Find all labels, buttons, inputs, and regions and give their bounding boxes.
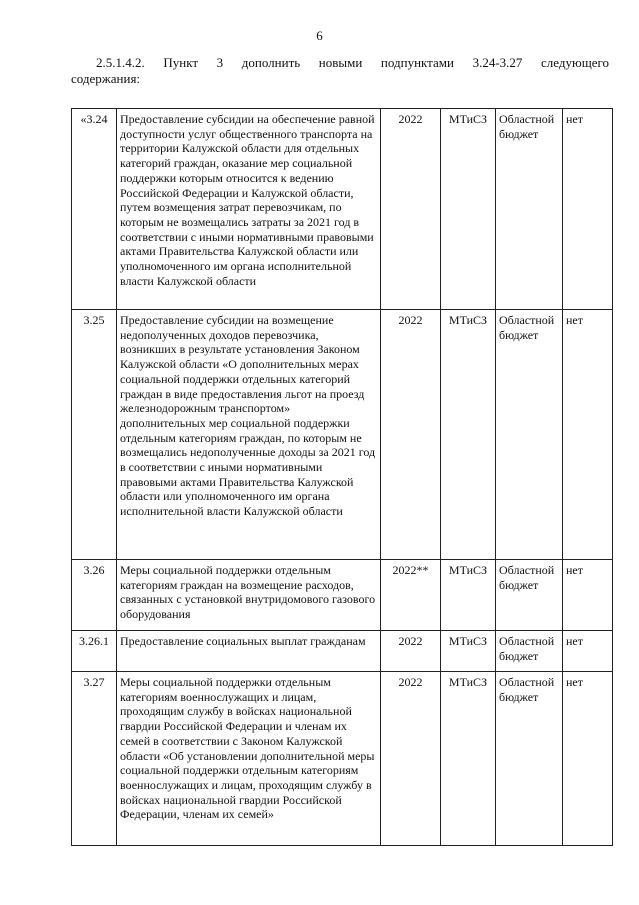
row-year: 2022 bbox=[381, 109, 441, 310]
row-year: 2022 bbox=[381, 631, 441, 672]
table-row bbox=[72, 672, 613, 846]
row-ministry: МТиСЗ bbox=[441, 310, 496, 560]
row-description: Предоставление социальных выплат гражданам bbox=[117, 631, 381, 672]
row-budget: Областной бюджет bbox=[496, 672, 563, 846]
row-description: Предоставление субсидии на обеспечение равной доступности услуг общественного транспорта на территории Калужской области для отдельных категорий граждан, оказание мер социальной поддержки которым относится к ведению Российской Федерации и Калужской области, путем возмещения затрат перевозчикам, по которым не возмещались затраты за 2021 год в соответствии с иными нормативными правовыми актами Правительства Калужской области или уполномоченного им органа исполнительной власти Калужской области bbox=[117, 109, 381, 310]
intro-line-1: 2.5.1.4.2. Пункт 3 дополнить новыми подпунктами 3.24-3.27 следующего bbox=[96, 55, 609, 70]
intro-line-2: содержания: bbox=[71, 71, 141, 86]
row-flag: нет bbox=[563, 109, 613, 310]
subparagraphs-table bbox=[71, 108, 613, 846]
table-row bbox=[72, 560, 613, 631]
row-year: 2022 bbox=[381, 672, 441, 846]
row-flag: нет bbox=[563, 310, 613, 560]
row-ministry: МТиСЗ bbox=[441, 631, 496, 672]
row-ministry: МТиСЗ bbox=[441, 672, 496, 846]
row-number: 3.26 bbox=[72, 560, 117, 631]
table-row bbox=[72, 631, 613, 672]
row-ministry: МТиСЗ bbox=[441, 560, 496, 631]
row-description: Предоставление субсидии на возмещение недополученных доходов перевозчика, возникших в результате установления Законом Калужской области «О дополнительных мерах социальной поддержки отдельных категорий граждан в виде предоставления льгот на проезд железнодорожным транспортом» дополнительных мер социальной поддержки отдельным категориям граждан, по которым не возмещались недополученные доходы за 2021 год в соответствии с иными нормативными правовыми актами Правительства Калужской области или уполномоченного им органа исполнительной власти Калужской области bbox=[117, 310, 381, 560]
row-ministry: МТиСЗ bbox=[441, 109, 496, 310]
row-year: 2022 bbox=[381, 310, 441, 560]
row-description: Меры социальной поддержки отдельным категориям граждан на возмещение расходов, связанных с установкой внутридомового газового оборудования bbox=[117, 560, 381, 631]
row-description: Меры социальной поддержки отдельным категориям военнослужащих и лицам, проходящим службу в войсках национальной гвардии Российской Федерации и членам их семей в соответствии с Законом Калужской области «Об установлении дополнительной меры социальной поддержки отдельным категориям военнослужащих и лицам, проходящим службу в войсках национальной гвардии Российской Федерации, членам их семей» bbox=[117, 672, 381, 846]
row-budget: Областной бюджет bbox=[496, 631, 563, 672]
row-flag: нет bbox=[563, 672, 613, 846]
row-flag: нет bbox=[563, 631, 613, 672]
row-number: 3.25 bbox=[72, 310, 117, 560]
page-number: 6 bbox=[316, 28, 323, 43]
row-budget: Областной бюджет bbox=[496, 109, 563, 310]
row-number: 3.27 bbox=[72, 672, 117, 846]
row-flag: нет bbox=[563, 560, 613, 631]
row-year: 2022** bbox=[381, 560, 441, 631]
row-number: 3.26.1 bbox=[72, 631, 117, 672]
row-budget: Областной бюджет bbox=[496, 560, 563, 631]
table-row bbox=[72, 109, 613, 310]
row-budget: Областной бюджет bbox=[496, 310, 563, 560]
table-row bbox=[72, 310, 613, 560]
intro-paragraph bbox=[71, 55, 609, 87]
row-number: «3.24 bbox=[72, 109, 117, 310]
